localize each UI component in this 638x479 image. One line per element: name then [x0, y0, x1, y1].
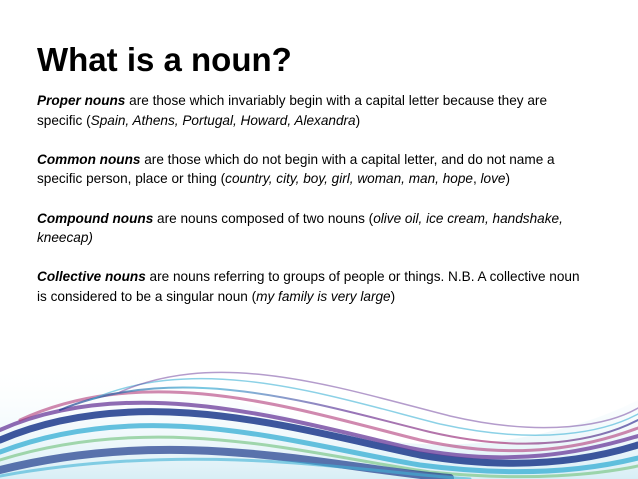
- paragraph-line: [37, 287, 607, 307]
- paragraph-text: are nouns composed of two nouns (: [153, 210, 374, 226]
- paragraph-line: [37, 209, 607, 229]
- paragraph-text: are nouns referring to groups of people or things. N.B. A collective noun: [145, 269, 580, 285]
- paragraph-text: ): [390, 288, 396, 304]
- paragraph-line: [37, 169, 607, 189]
- term-proper-nouns: Proper nouns: [37, 93, 126, 108]
- paragraph-text: specific person, place or thing (: [37, 171, 226, 187]
- paragraph-line: [37, 150, 607, 170]
- term-collective-nouns: Collective nouns: [37, 269, 146, 285]
- examples-text: country, city, boy, girl, woman, man, hope: [225, 171, 473, 187]
- paragraph-text: are those which invariably begin with a capital letter because they are: [125, 93, 548, 108]
- examples-text: love: [480, 171, 506, 187]
- paragraph-text: ): [505, 171, 510, 187]
- term-compound-nouns: Compound nouns: [37, 210, 154, 226]
- slide-title: What is a noun?: [37, 41, 292, 78]
- paragraph-compound-nouns: [37, 209, 607, 248]
- paragraph-collective-nouns: [37, 267, 607, 306]
- slide-body: [37, 91, 607, 326]
- paragraph-line: [37, 111, 607, 131]
- paragraph-text: specific (: [37, 112, 91, 128]
- paragraph-text: is considered to be a singular noun (: [37, 288, 257, 304]
- examples-text: Spain, Athens, Portugal, Howard, Alexandra: [90, 112, 356, 128]
- paragraph-text: ): [355, 112, 361, 128]
- examples-text: kneecap): [37, 230, 93, 246]
- paragraph-text: are those which do not begin with a capital letter, and do not name a: [140, 151, 555, 167]
- paragraph-line: [37, 267, 607, 287]
- paragraph-line: [37, 91, 607, 111]
- paragraph-proper-nouns: [37, 91, 607, 130]
- paragraph-common-nouns: [37, 150, 607, 189]
- term-common-nouns: Common nouns: [37, 151, 141, 167]
- examples-text: olive oil, ice cream, handshake,: [373, 210, 563, 226]
- examples-text: my family is very large: [256, 288, 391, 304]
- paragraph-line: [37, 228, 607, 248]
- paragraph-text: ,: [472, 171, 481, 187]
